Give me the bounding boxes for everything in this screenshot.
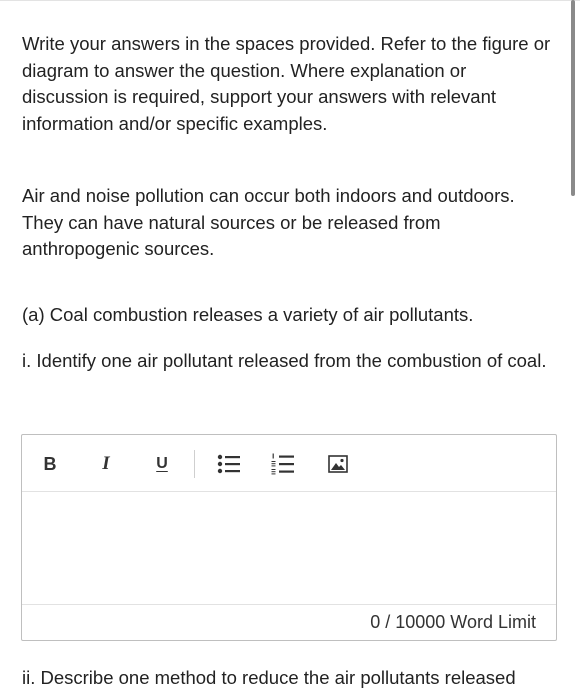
instructions-text: Write your answers in the spaces provided. Refer to the figure or diagram to answer the question. Where explanation or discussion is required, support your answers with relevant information and/or specific examples. bbox=[22, 33, 551, 134]
insert-image-icon bbox=[328, 455, 348, 473]
top-divider bbox=[0, 0, 580, 6]
bold-button[interactable]: B bbox=[43, 453, 57, 474]
toolbar-separator bbox=[194, 450, 195, 478]
bulleted-list-icon bbox=[217, 454, 241, 474]
underline-button[interactable]: U bbox=[156, 455, 168, 472]
bulleted-list-button[interactable] bbox=[216, 451, 242, 477]
question-i-prompt: i. Identify one air pollutant released from the combustion of coal. bbox=[22, 350, 547, 371]
question-ii-prompt: ii. Describe one method to reduce the air pollutants released bbox=[22, 667, 516, 688]
insert-image-button[interactable] bbox=[326, 451, 350, 477]
answer-editor bbox=[21, 434, 557, 641]
italic-button[interactable]: I bbox=[102, 453, 110, 474]
part-a-prompt: (a) Coal combustion releases a variety of air pollutants. bbox=[22, 304, 474, 325]
intro-text: Air and noise pollution can occur both indoors and outdoors. They can have natural sources or be released from anthropogenic sources. bbox=[22, 185, 515, 259]
editor-toolbar bbox=[22, 435, 556, 492]
numbered-list-button[interactable] bbox=[270, 451, 296, 477]
word-count-label: 0 / 10000 Word Limit bbox=[370, 612, 536, 632]
scrollbar[interactable] bbox=[571, 0, 575, 196]
answer-input[interactable] bbox=[22, 492, 556, 605]
numbered-list-icon bbox=[271, 453, 295, 475]
